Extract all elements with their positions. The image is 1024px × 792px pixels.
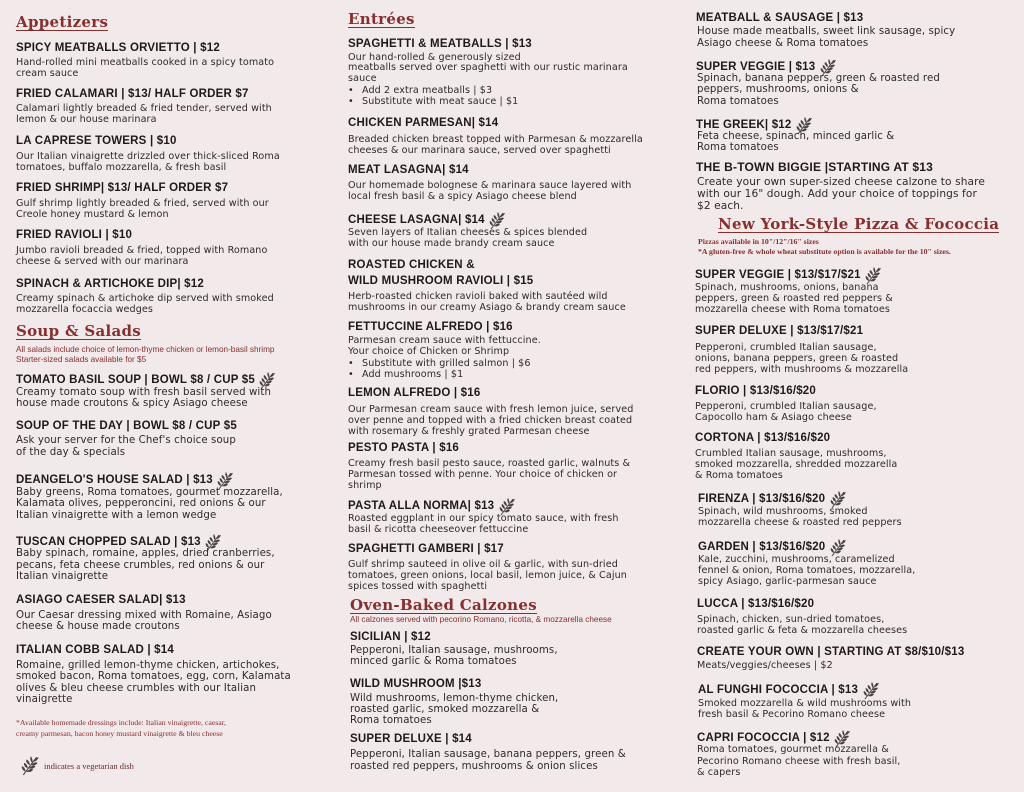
item-name: FRIED SHRIMP| $13/ HALF ORDER $7 bbox=[16, 182, 229, 194]
item-desc: pecans, feta cheese crumbles, red onions & our bbox=[16, 560, 265, 571]
item-desc: mozzarella cheese with Roma tomatoes bbox=[695, 304, 890, 315]
section-note: *A gluten-free & whole wheat substitute option is available for the 10" sizes. bbox=[698, 247, 951, 256]
item-desc: with our house made brandy cream sauce bbox=[348, 238, 555, 249]
item-desc: Italian vinaigrette with a lemon wedge bbox=[16, 510, 217, 521]
dressings-note: creamy parmesan, bacon honey mustard vinaigrette & bleu cheese bbox=[16, 729, 223, 738]
item-name: SPICY MEATBALLS ORVIETTO | $12 bbox=[16, 42, 220, 54]
item-desc: Parmesan cream sauce with fettuccine. bbox=[348, 335, 541, 346]
item-desc: Asiago cheese & Roma tomatoes bbox=[697, 38, 869, 49]
section-note: All salads include choice of lemon-thyme chicken or lemon-basil shrimp bbox=[16, 345, 275, 354]
vegetarian-legend bbox=[20, 754, 42, 776]
item-desc: fresh basil & Pecorino Romano cheese bbox=[698, 709, 886, 720]
item-desc: Roasted eggplant in our spicy tomato sauce, with fresh bbox=[348, 513, 619, 524]
item-desc: Creamy tomato soup with fresh basil served with bbox=[16, 387, 272, 398]
item-name: CREATE YOUR OWN | STARTING AT $8/$10/$13 bbox=[697, 646, 965, 658]
item-desc: Pepperoni, crumbled Italian sausage, bbox=[695, 401, 877, 412]
item-name: SPINACH & ARTICHOKE DIP| $12 bbox=[16, 278, 204, 290]
item-desc: olives & bleu cheese crumbles with our Italian bbox=[16, 683, 257, 694]
item-desc: onions, banana peppers, green & roasted bbox=[695, 353, 899, 364]
item-desc: Crumbled Italian sausage, mushrooms, bbox=[695, 448, 887, 459]
item-desc: Meats/veggies/cheeses | $2 bbox=[697, 660, 833, 671]
item-desc: Roma tomatoes bbox=[697, 142, 779, 153]
item-desc: Seven layers of Italian cheeses & spices blended bbox=[348, 227, 588, 238]
item-name: CHEESE LASAGNA| $14 bbox=[348, 210, 508, 230]
item-desc: shrimp bbox=[348, 480, 382, 491]
item-name: DEANGELO'S HOUSE SALAD | $13 bbox=[16, 470, 236, 490]
item-name: ASIAGO CAESER SALAD| $13 bbox=[16, 594, 186, 606]
item-desc: $2 each. bbox=[697, 200, 744, 212]
item-desc: minced garlic & Roma tomatoes bbox=[350, 656, 517, 667]
item-name: SOUP OF THE DAY | BOWL $8 / CUP $5 bbox=[16, 420, 237, 432]
item-name: THE B-TOWN BIGGIE |STARTING AT $13 bbox=[696, 160, 934, 174]
item-desc: Spinach, wild mushrooms, smoked bbox=[698, 506, 868, 517]
entrees-heading: Entrées bbox=[348, 10, 415, 28]
item-bullet: • Substitute with grilled salmon | $6 bbox=[348, 358, 531, 369]
item-name: WILD MUSHROOM |$13 bbox=[350, 678, 482, 690]
item-desc: tomatoes, buffalo mozzarella, & fresh basil bbox=[16, 162, 227, 173]
item-name: SPAGHETTI GAMBERI | $17 bbox=[348, 543, 504, 555]
item-name: PESTO PASTA | $16 bbox=[348, 442, 460, 454]
item-desc: Roma tomatoes bbox=[697, 96, 779, 107]
item-desc: & Roma tomatoes bbox=[695, 470, 783, 481]
item-desc: Gulf shrimp sauteed in olive oil & garlic, with sun-dried bbox=[348, 559, 618, 570]
item-desc: Spinach, chicken, sun-dried tomatoes, bbox=[697, 614, 885, 625]
appetizers-heading: Appetizers bbox=[16, 13, 109, 31]
section-note: Pizzas available in 10"/12"/16" sizes bbox=[698, 237, 819, 246]
item-desc: Kalamata olives, pepperoncini, red onions & our bbox=[16, 498, 266, 509]
item-desc: Your choice of Chicken or Shrimp bbox=[348, 346, 510, 357]
item-name: CAPRI FOCOCCIA | $12 bbox=[697, 728, 853, 748]
item-name: GARDEN | $13/$16/$20 bbox=[698, 537, 849, 557]
item-name: SUPER VEGGIE | $13 bbox=[696, 57, 839, 77]
item-desc: Hand-rolled mini meatballs cooked in a spicy tomato bbox=[16, 57, 275, 68]
item-desc: Spinach, banana peppers, green & roasted red bbox=[697, 73, 940, 84]
item-desc: roasted garlic, smoked mozzarella & bbox=[350, 704, 540, 715]
item-name: THE GREEK| $12 bbox=[696, 115, 815, 135]
item-desc: tomatoes, green onions, local basil, lemon juice, & Cajun bbox=[348, 570, 627, 581]
item-name: TOMATO BASIL SOUP | BOWL $8 / CUP $5 bbox=[16, 370, 278, 390]
item-name: FLORIO | $13/$16/$20 bbox=[695, 385, 816, 397]
item-name: ROASTED CHICKEN & bbox=[348, 259, 475, 271]
item-desc: Baby greens, Roma tomatoes, gourmet mozzarella, bbox=[16, 487, 283, 498]
item-desc: Roma tomatoes, gourmet mozzarella & bbox=[697, 744, 889, 755]
item-desc: spices tossed with spaghetti bbox=[348, 581, 488, 592]
item-desc: House made meatballs, sweet link sausage, spicy bbox=[697, 26, 956, 37]
item-desc: cheese & served with our marinara bbox=[16, 256, 189, 267]
item-name: SICILIAN | $12 bbox=[350, 631, 431, 643]
item-name: FETTUCCINE ALFREDO | $16 bbox=[348, 321, 513, 333]
item-desc: mozzarella cheese & roasted red peppers bbox=[698, 517, 902, 528]
item-name: SUPER DELUXE | $14 bbox=[350, 733, 472, 745]
calzones-heading: Oven-Baked Calzones bbox=[350, 596, 537, 614]
item-desc: smoked mozzarella, shredded mozzarella bbox=[695, 459, 898, 470]
item-desc: Pepperoni, Italian sausage, banana peppers, green & bbox=[350, 749, 626, 760]
item-bullet: • Add mushrooms | $1 bbox=[348, 369, 464, 380]
item-name: PASTA ALLA NORMA| $13 bbox=[348, 496, 518, 516]
item-desc: Herb-roasted chicken ravioli baked with sautéed wild bbox=[348, 291, 608, 302]
item-desc: mozzarella focaccia wedges bbox=[16, 304, 154, 315]
item-desc: Romaine, grilled lemon-thyme chicken, artichokes, bbox=[16, 660, 280, 671]
item-name: LA CAPRESE TOWERS | $10 bbox=[16, 135, 177, 147]
item-name: AL FUNGHI FOCOCCIA | $13 bbox=[698, 680, 882, 700]
item-desc: Roma tomatoes bbox=[350, 715, 432, 726]
item-desc: & capers bbox=[697, 767, 741, 778]
item-desc: cheeses & our marinara sauce, served over spaghetti bbox=[348, 145, 611, 156]
section-note: All calzones served with pecorino Romano, ricotta, & mozzarella cheese bbox=[350, 615, 612, 624]
item-desc: Create your own super-sized cheese calzone to share bbox=[697, 176, 985, 188]
item-desc: Feta cheese, spinach, minced garlic & bbox=[697, 131, 895, 142]
item-desc: lemon & our house marinara bbox=[16, 114, 157, 125]
item-desc: Capocollo ham & Asiago cheese bbox=[695, 412, 852, 423]
item-desc: Creole honey mustard & lemon bbox=[16, 209, 169, 220]
item-desc: Breaded chicken breast topped with Parmesan & mozzarella bbox=[348, 134, 643, 145]
item-bullet: • Add 2 extra meatballs | $3 bbox=[348, 85, 493, 96]
item-desc: Our Caesar dressing mixed with Romaine, Asiago bbox=[16, 610, 272, 621]
item-name: LUCCA | $13/$16/$20 bbox=[697, 598, 815, 610]
item-name: LEMON ALFREDO | $16 bbox=[348, 387, 481, 399]
vegetarian-icon bbox=[20, 754, 42, 776]
column-right bbox=[692, 0, 1024, 792]
item-name: CORTONA | $13/$16/$20 bbox=[695, 432, 831, 444]
item-desc: Our Italian vinaigrette drizzled over thick-sliced Roma bbox=[16, 151, 280, 162]
item-desc: sauce bbox=[348, 73, 377, 84]
item-desc: Our Parmesan cream sauce with fresh lemon juice, served bbox=[348, 404, 634, 415]
item-name: FRIED RAVIOLI | $10 bbox=[16, 229, 133, 241]
item-desc: Pepperoni, crumbled Italian sausage, bbox=[695, 342, 877, 353]
item-desc: Creamy fresh basil pesto sauce, roasted garlic, walnuts & bbox=[348, 458, 631, 469]
item-desc: Our homemade bolognese & marinara sauce layered with bbox=[348, 180, 632, 191]
item-desc: Pecorino Romano cheese with fresh basil, bbox=[697, 756, 901, 767]
item-desc: local fresh basil & a spicy Asiago cheese blend bbox=[348, 191, 577, 202]
column-middle bbox=[340, 0, 692, 792]
item-desc: basil & ricotta cheeseover fettuccine bbox=[348, 524, 529, 535]
soup-salads-heading: Soup & Salads bbox=[16, 322, 142, 340]
item-desc: smoked bacon, Roma tomatoes, egg, corn, Kalamata bbox=[16, 671, 291, 682]
item-desc: meatballs served over spaghetti with our rustic marinara bbox=[348, 62, 628, 73]
item-name: CHICKEN PARMESAN| $14 bbox=[348, 117, 499, 129]
item-desc: fennel & onion, Roma tomatoes, mozzarella, bbox=[698, 565, 916, 576]
vegetarian-legend-text: indicates a vegetarian dish bbox=[44, 761, 134, 771]
pizza-heading: New York-Style Pizza & Fococcia bbox=[718, 215, 1000, 233]
item-desc: Gulf shrimp lightly breaded & fried, served with our bbox=[16, 198, 269, 209]
item-desc: Calamari lightly breaded & fried tender, served with bbox=[16, 103, 272, 114]
section-note: Starter-sized salads available for $5 bbox=[16, 355, 147, 364]
item-desc: roasted garlic & feta & mozzarella cheeses bbox=[697, 625, 908, 636]
item-name: ITALIAN COBB SALAD | $14 bbox=[16, 644, 174, 656]
item-desc: Smoked mozzarella & wild mushrooms with bbox=[698, 698, 912, 709]
item-desc: roasted red peppers, mushrooms & onion slices bbox=[350, 761, 598, 772]
item-desc: with our 16" dough. Add your choice of toppings for bbox=[697, 188, 977, 200]
item-desc: red peppers, with mushrooms & mozzarella bbox=[695, 364, 909, 375]
column-left bbox=[0, 0, 340, 792]
item-name: MEATBALL & SAUSAGE | $13 bbox=[696, 12, 864, 24]
item-name: MEAT LASAGNA| $14 bbox=[348, 164, 469, 176]
item-desc: Wild mushrooms, lemon-thyme chicken, bbox=[350, 693, 559, 704]
item-desc: over penne and topped with a fried chicken breast coated bbox=[348, 415, 633, 426]
item-desc: Spinach, mushrooms, onions, banana bbox=[695, 282, 879, 293]
item-desc: of the day & specials bbox=[16, 447, 126, 458]
item-name: FRIED CALAMARI | $13/ HALF ORDER $7 bbox=[16, 88, 249, 100]
item-name: TUSCAN CHOPPED SALAD | $13 bbox=[16, 532, 224, 552]
dressings-note: *Available homemade dressings include: Italian vinaigrette, caesar, bbox=[16, 718, 226, 727]
item-desc: Italian vinaigrette bbox=[16, 571, 109, 582]
item-name: SUPER DELUXE | $13/$17/$21 bbox=[695, 325, 864, 337]
item-desc: Kale, zucchini, mushrooms, caramelized bbox=[698, 554, 895, 565]
item-desc: peppers, mushrooms, onions & bbox=[697, 84, 859, 95]
item-desc: peppers, green & roasted red peppers & bbox=[695, 293, 893, 304]
item-name: SPAGHETTI & MEATBALLS | $13 bbox=[348, 38, 532, 50]
item-desc: Jumbo ravioli breaded & fried, topped with Romano bbox=[16, 245, 268, 256]
item-desc: cheese & house made croutons bbox=[16, 621, 180, 632]
item-desc: Our hand-rolled & generously sized bbox=[348, 52, 521, 63]
item-desc: Parmesan tossed with penne. Your choice of chicken or bbox=[348, 469, 618, 480]
item-desc: Creamy spinach & artichoke dip served with smoked bbox=[16, 293, 274, 304]
item-name: SUPER VEGGIE | $13/$17/$21 bbox=[695, 265, 884, 285]
item-desc: with rosemary & freshly grated Parmesan cheese bbox=[348, 426, 590, 437]
item-desc: cream sauce bbox=[16, 68, 79, 79]
item-name: WILD MUSHROOM RAVIOLI | $15 bbox=[348, 275, 534, 287]
item-desc: mushrooms in our creamy Asiago & brandy cream sauce bbox=[348, 302, 626, 313]
item-desc: Baby spinach, romaine, apples, dried cranberries, bbox=[16, 548, 275, 559]
item-desc: house made croutons & spicy Asiago cheese bbox=[16, 398, 248, 409]
item-desc: Ask your server for the Chef's choice soup bbox=[16, 435, 236, 446]
item-bullet: • Substitute with meat sauce | $1 bbox=[348, 96, 519, 107]
item-desc: vinaigrette bbox=[16, 694, 73, 705]
item-name: FIRENZA | $13/$16/$20 bbox=[698, 489, 849, 509]
item-desc: Pepperoni, Italian sausage, mushrooms, bbox=[350, 645, 558, 656]
vegetarian-icon bbox=[862, 680, 882, 700]
item-desc: spicy Asiago, garlic-parmesan sauce bbox=[698, 576, 877, 587]
